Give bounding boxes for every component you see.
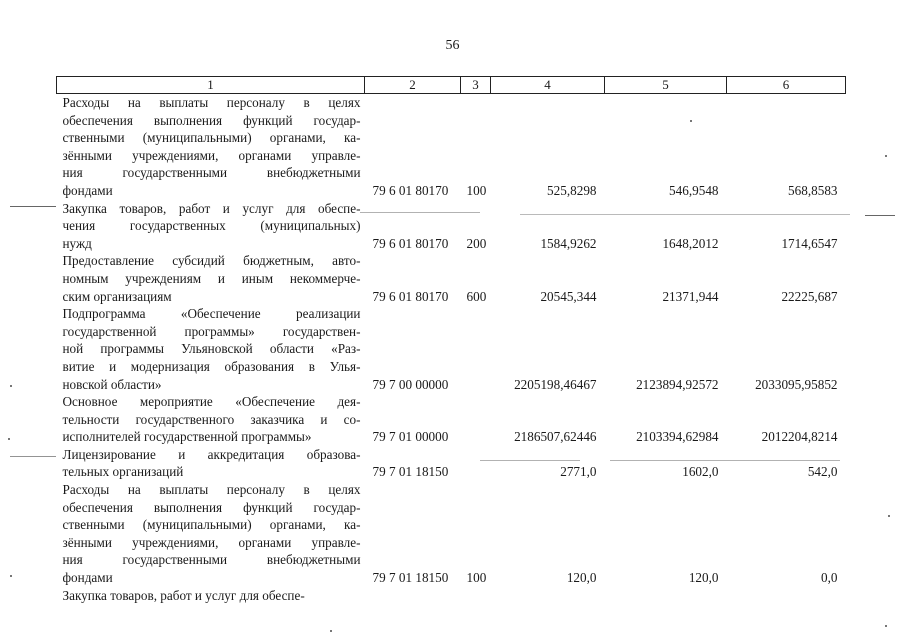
row-value-col-4	[491, 587, 605, 605]
scan-artifact-line	[10, 206, 56, 207]
row-expense-type	[461, 393, 491, 446]
row-value-col-6	[727, 587, 846, 605]
description-line: обеспечения выполнения функций государ-	[62, 112, 361, 128]
description-line: Основное мероприятие «Обеспечение дея-	[62, 394, 361, 410]
row-expense-type	[461, 305, 491, 393]
description-line: Закупка товаров, работ и услуг для обеспе-	[62, 200, 361, 216]
row-description	[57, 393, 365, 446]
row-code: 79 6 01 80170	[372, 235, 449, 251]
scan-artifact-line	[520, 214, 850, 215]
row-expense-type	[461, 587, 491, 605]
header-col-1: 1	[57, 77, 365, 94]
row-value-col-4: 2205198,46467	[514, 376, 597, 392]
budget-table-grid	[56, 76, 846, 604]
row-value-col-6: 0,0	[821, 570, 838, 586]
description-line: витие и модернизация образования в Улья-	[62, 358, 361, 374]
description-line: Лицензирование и аккредитация образова-	[62, 446, 361, 462]
row-value-col-6: 542,0	[807, 464, 838, 480]
scan-artifact-dot	[330, 630, 332, 632]
description-line: ной программы Ульяновской области «Раз-	[62, 341, 361, 357]
scan-artifact-dot	[885, 155, 887, 157]
description-line: зёнными учреждениями, органами управле-	[62, 534, 361, 550]
row-value-col-4: 120,0	[566, 570, 597, 586]
description-line: ственными (муниципальными) органами, ка-	[62, 517, 361, 533]
scan-artifact-line	[10, 456, 56, 457]
table-row	[57, 252, 846, 305]
description-line: ским организациям	[62, 288, 172, 304]
table-row	[57, 393, 846, 446]
row-code: 79 6 01 80170	[372, 182, 449, 198]
header-col-5: 5	[605, 77, 727, 94]
table-row	[57, 94, 846, 200]
description-line: фондами	[62, 570, 113, 586]
row-expense-type: 100	[466, 182, 487, 198]
scan-artifact-dot	[690, 120, 692, 122]
description-line: ния государственными внебюджетными	[62, 165, 361, 181]
description-line: тельных организаций	[62, 464, 184, 480]
row-expense-type: 100	[466, 570, 487, 586]
scan-artifact-line	[610, 460, 840, 461]
row-description	[57, 252, 365, 305]
row-value-col-5	[605, 587, 727, 605]
row-description	[57, 446, 365, 481]
row-expense-type	[461, 446, 491, 481]
description-line: ния государственными внебюджетными	[62, 552, 361, 568]
page-number: 56	[445, 38, 460, 53]
description-line: Подпрограмма «Обеспечение реализации	[62, 306, 361, 322]
row-expense-type: 600	[466, 288, 487, 304]
description-line: чения государственных (муниципальных)	[62, 218, 361, 234]
row-value-col-6: 2012204,8214	[761, 429, 838, 445]
description-line: Расходы на выплаты персоналу в целях	[62, 95, 361, 110]
description-line: фондами	[62, 182, 113, 198]
row-value-col-5: 2123894,92572	[636, 376, 719, 392]
scan-artifact-dot	[8, 438, 10, 440]
row-value-col-5: 2103394,62984	[636, 429, 719, 445]
table-row	[57, 481, 846, 587]
row-value-col-4: 20545,344	[540, 288, 597, 304]
header-row	[57, 77, 846, 94]
row-expense-type: 200	[466, 235, 487, 251]
row-value-col-5: 120,0	[688, 570, 719, 586]
scan-artifact-line	[360, 212, 480, 213]
row-value-col-6: 22225,687	[781, 288, 838, 304]
row-code: 79 7 00 00000	[372, 376, 449, 392]
table-header	[57, 77, 846, 94]
description-line: зёнными учреждениями, органами управле-	[62, 147, 361, 163]
row-value-col-5: 21371,944	[662, 288, 719, 304]
table-body	[57, 94, 846, 605]
row-code: 79 7 01 18150	[372, 464, 449, 480]
row-value-col-4: 1584,9262	[540, 235, 597, 251]
scan-artifact-dot	[10, 575, 12, 577]
row-value-col-5: 546,9548	[669, 182, 719, 198]
row-code: 79 7 01 18150	[372, 570, 449, 586]
row-description	[57, 200, 365, 253]
description-line: нужд	[62, 235, 92, 251]
description-line: новской области»	[62, 376, 162, 392]
table-row	[57, 446, 846, 481]
row-code: 79 6 01 80170	[372, 288, 449, 304]
description-line: Предоставление субсидий бюджетным, авто-	[62, 253, 361, 269]
row-code: 79 7 01 00000	[372, 429, 449, 445]
table-row	[57, 305, 846, 393]
row-value-col-4: 525,8298	[547, 182, 597, 198]
scan-artifact-line	[865, 215, 895, 216]
description-line: государственной программы» государствен-	[62, 323, 361, 339]
header-col-4: 4	[491, 77, 605, 94]
row-description	[57, 94, 365, 200]
description-line: номным учреждениям и иным некоммерче-	[62, 270, 361, 286]
row-code	[365, 587, 461, 605]
row-value-col-5: 1648,2012	[662, 235, 719, 251]
budget-table	[56, 76, 845, 604]
row-value-col-4: 2771,0	[560, 464, 597, 480]
description-line: Расходы на выплаты персоналу в целях	[62, 482, 361, 498]
description-line: обеспечения выполнения функций государ-	[62, 499, 361, 515]
table-row	[57, 200, 846, 253]
description-line: исполнителей государственной программы»	[62, 429, 312, 445]
row-value-col-4: 2186507,62446	[514, 429, 597, 445]
description-line: Закупка товаров, работ и услуг для обеспе-	[62, 587, 305, 603]
header-col-3: 3	[461, 77, 491, 94]
row-value-col-6: 568,8583	[788, 182, 838, 198]
row-description	[57, 481, 365, 587]
header-col-2: 2	[365, 77, 461, 94]
scan-artifact-line	[480, 460, 580, 461]
scan-artifact-dot	[885, 625, 887, 627]
description-line: ственными (муниципальными) органами, ка-	[62, 130, 361, 146]
header-col-6: 6	[727, 77, 846, 94]
row-description	[57, 587, 365, 605]
scan-artifact-dot	[10, 385, 12, 387]
row-description	[57, 305, 365, 393]
row-value-col-5: 1602,0	[682, 464, 719, 480]
table-row	[57, 587, 846, 605]
row-value-col-6: 2033095,95852	[755, 376, 838, 392]
row-value-col-6: 1714,6547	[781, 235, 838, 251]
description-line: тельности государственного заказчика и со-	[62, 411, 361, 427]
scan-artifact-dot	[888, 515, 890, 517]
